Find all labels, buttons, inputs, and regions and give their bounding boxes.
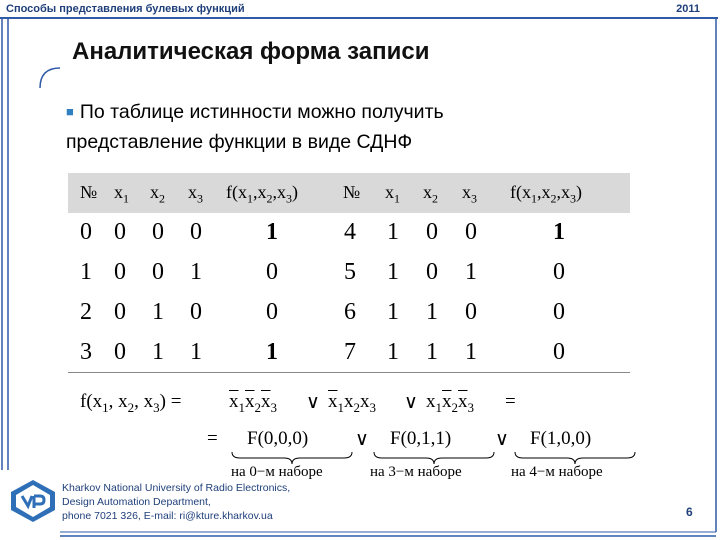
table-cell: 1 bbox=[80, 259, 92, 285]
table-cell: 1 bbox=[387, 259, 399, 285]
table-cell: 0 bbox=[114, 219, 126, 245]
table-cell: 0 bbox=[152, 259, 164, 285]
table-cell: 0 bbox=[553, 299, 565, 325]
page-number: 6 bbox=[686, 505, 693, 519]
table-cell: 6 bbox=[344, 299, 356, 325]
formula-f-011: F(0,1,1) bbox=[390, 428, 452, 449]
table-cell: 0 bbox=[80, 219, 92, 245]
table-cell: 5 bbox=[344, 259, 356, 285]
table-cell: 1 bbox=[553, 219, 565, 245]
header-year: 2011 bbox=[676, 3, 700, 15]
table-cell: 0 bbox=[465, 299, 477, 325]
formula-term-2: $\overline{x}_1x_2x_3$ bbox=[328, 391, 376, 415]
table-cell: 0 bbox=[114, 299, 126, 325]
footer-contact bbox=[62, 481, 290, 523]
col-header-num: № bbox=[80, 182, 98, 202]
col-header-x3-2: $x_3$ bbox=[462, 182, 477, 206]
table-cell: 0 bbox=[465, 219, 477, 245]
bullet-square-icon: ■ bbox=[66, 104, 74, 119]
table-cell: 7 bbox=[344, 339, 356, 365]
university-logo-icon bbox=[8, 478, 58, 524]
table-cell: 0 bbox=[152, 219, 164, 245]
table-cell: 1 bbox=[152, 339, 164, 365]
footer-line-3: phone 7021 326, E-mail: ri@kture.kharkov.ua bbox=[62, 510, 273, 522]
formula-f-100: F(1,0,0) bbox=[530, 428, 592, 449]
table-cell: 3 bbox=[80, 339, 92, 365]
table-cell: 1 bbox=[465, 339, 477, 365]
formula-term-1: $\overline{x}_1\overline{x}_2\overline{x}_3$ bbox=[229, 391, 277, 415]
note-set-3: на 3−м наборе bbox=[370, 464, 462, 480]
table-cell: 1 bbox=[190, 339, 202, 365]
col-header-x3: $x_3$ bbox=[188, 182, 203, 206]
table-cell: 1 bbox=[152, 299, 164, 325]
col-header-f-2: $f(x_1,x_2,x_3)$ bbox=[510, 182, 582, 206]
table-cell: 1 bbox=[387, 339, 399, 365]
table-cell: 1 bbox=[266, 219, 278, 245]
table-cell: 0 bbox=[266, 259, 278, 285]
table-cell: 0 bbox=[426, 219, 438, 245]
formula-eq-2: = bbox=[207, 428, 218, 449]
col-header-x1-2: $x_1$ bbox=[385, 182, 400, 206]
table-cell: 1 bbox=[465, 259, 477, 285]
table-cell: 0 bbox=[190, 219, 202, 245]
header-subject: Способы представления булевых функций bbox=[6, 3, 245, 15]
footer-line-2: Design Automation Department, bbox=[62, 496, 211, 508]
table-cell: 1 bbox=[387, 219, 399, 245]
note-set-4: на 4−м наборе bbox=[511, 464, 603, 480]
table-cell: 1 bbox=[426, 299, 438, 325]
note-set-0: на 0−м наборе bbox=[231, 464, 323, 480]
col-header-x2: $x_2$ bbox=[150, 182, 165, 206]
table-cell: 0 bbox=[553, 339, 565, 365]
table-cell: 1 bbox=[387, 299, 399, 325]
formula-or-2: ∨ bbox=[404, 392, 418, 413]
slide-title: Аналитическая форма записи bbox=[72, 38, 430, 65]
formula-f-000: F(0,0,0) bbox=[247, 428, 309, 449]
formula-or-3: ∨ bbox=[355, 429, 369, 450]
formula-lhs: $f(x_1$, $x_2$, $x_3$) = bbox=[80, 391, 182, 415]
table-cell: 4 bbox=[344, 219, 356, 245]
table-cell: 0 bbox=[190, 299, 202, 325]
table-cell: 0 bbox=[114, 339, 126, 365]
col-header-x2-2: $x_2$ bbox=[423, 182, 438, 206]
footer-line-1: Kharkov National University of Radio Electronics, bbox=[62, 482, 291, 494]
table-cell: 0 bbox=[114, 259, 126, 285]
col-header-f: $f(x_1,x_2,x_3)$ bbox=[226, 182, 298, 206]
bullet-line-2: представление функции в виде СДНФ bbox=[66, 131, 413, 153]
formula-or-4: ∨ bbox=[495, 429, 509, 450]
table-cell: 1 bbox=[426, 339, 438, 365]
col-header-num-2: № bbox=[343, 182, 361, 202]
formula-term-3: $x_1\overline{x}_2\overline{x}_3$ bbox=[426, 391, 474, 415]
table-cell: 1 bbox=[190, 259, 202, 285]
table-cell: 0 bbox=[266, 299, 278, 325]
col-header-x1: $x_1$ bbox=[114, 182, 129, 206]
formula-trail-eq: = bbox=[505, 391, 516, 412]
table-cell: 0 bbox=[426, 259, 438, 285]
bullet-line-1: По таблице истинности можно получить bbox=[79, 101, 444, 123]
table-cell: 1 bbox=[266, 339, 278, 365]
table-cell: 0 bbox=[553, 259, 565, 285]
formula-or-1: ∨ bbox=[306, 392, 320, 413]
table-cell: 2 bbox=[80, 299, 92, 325]
